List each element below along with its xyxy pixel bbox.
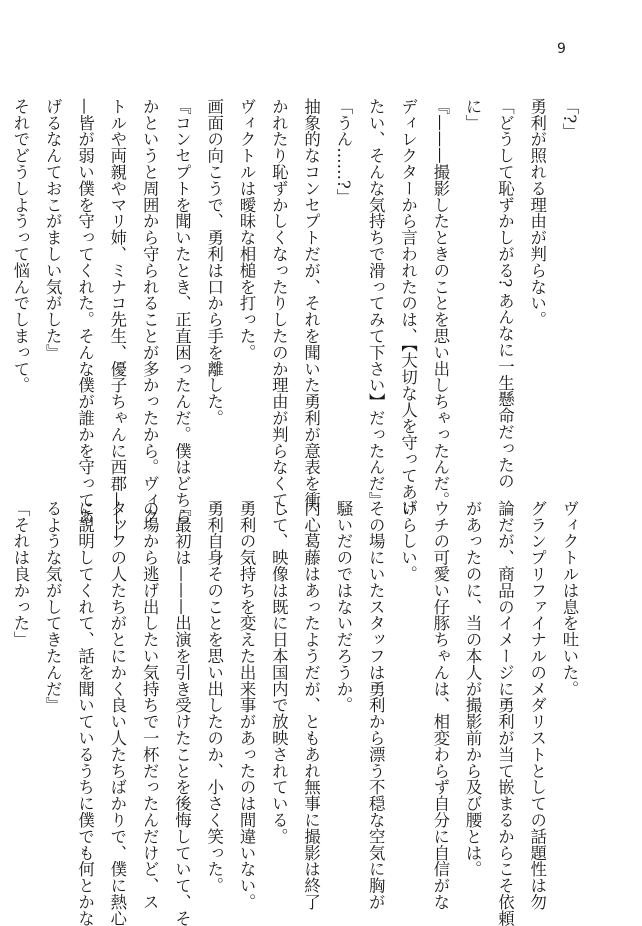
lower-column-line: るような気がしてきたんだ』 (43, 500, 63, 714)
upper-column-line: かというと周囲から守られることが多かったから。ヴィク (140, 98, 160, 525)
lower-column-line: グランプリファイナルのメダリストとしての話題性は勿 (527, 500, 547, 910)
lower-column-line: 「それは良かった」 (10, 500, 30, 648)
lower-column-line: ウチの可愛い仔豚ちゃんは、相変わらず自分に自信がな (430, 500, 450, 910)
upper-column-line: 『コンセプトを聞いたとき、正直困ったんだ。僕はどちら (172, 98, 192, 525)
upper-column-line: 「?」 (560, 98, 579, 140)
lower-column-line: 論だが、商品のイメージに勇利が当て嵌まるからこそ依頼 (495, 500, 515, 926)
lower-column-line: 勇利の気持ちを変えた出来事があったのは間違いない。 (237, 500, 257, 910)
upper-column-line: 勇利が照れる理由が判らない。 (527, 98, 547, 328)
lower-column-line: の場から逃げ出したい気持ちで一杯だったんだけど、ス (140, 500, 160, 910)
upper-column-line: トルや両親やマリ姉、ミナコ先生、優子ちゃんに西郡——— (107, 98, 127, 541)
lower-column-line: ヴィクトルは息を吐いた。 (560, 500, 579, 697)
lower-column-line: いらしい。 (398, 500, 418, 582)
upper-column-line: ヴィクトルは曖昧な相槌を打った。 (237, 98, 257, 361)
lower-column-line: 『最初は———出演を引き受けたことを後悔していて、そ (172, 500, 192, 926)
lower-column-line: タッフの人たちがとにかく良い人たちばかりで、僕に熱心 (107, 500, 127, 926)
lower-column-line: 勇利自身そのことを思い出したのか、小さく笑った。 (204, 500, 224, 894)
upper-column-line: 画面の向こうで、勇利は口から手を離した。 (204, 98, 224, 426)
lower-column-line: に説明してくれて、話を聞いているうちに僕でも何とかな (75, 500, 95, 926)
upper-column-line: ディレクターから言われたのは、【大切な人を守ってあげ (398, 98, 418, 517)
upper-column-line: かれたり恥ずかしくなったりしたのか理由が判らなくて、 (269, 98, 289, 525)
upper-column-line: に」 (463, 98, 483, 131)
lower-column-line: して、映像は既に日本国内で放映されている。 (269, 500, 289, 845)
lower-column-line (0, 500, 4, 848)
upper-column-line: 「どうして恥ずかしがる? あんなに一生懸命だったの (495, 98, 515, 490)
lower-column-line: 内心葛藤はあったようだが、ともあれ無事に撮影は終了 (301, 500, 321, 910)
upper-column-line: たい、そんな気持ちで滑ってみて下さい】だったんだ』 (366, 98, 386, 508)
upper-column-line: げるなんておこがましい気がした』 (43, 98, 63, 361)
page-number: 9 (557, 41, 566, 57)
lower-column-line: があったのに、当の本人が撮影前から及び腰とは。 (463, 500, 483, 878)
upper-column-line: それでどうしようって悩んでしまって。 (10, 98, 30, 394)
upper-column-line: 抽象的なコンセプトだが、それを聞いた勇利が意表を衝 (301, 98, 321, 508)
lower-column-line: 騒いだのではないだろうか。 (333, 500, 353, 714)
lower-column-line: その場にいたスタッフは勇利から漂う不穏な空気に胸が (366, 500, 386, 910)
upper-column-line: 『———撮影したときのことを思い出しちゃったんだ。 (430, 98, 450, 508)
upper-column-line: 「うん……?」 (333, 98, 353, 206)
upper-column-line (0, 98, 4, 446)
upper-column-line: —皆が弱い僕を守ってくれた。そんな僕が誰かを守ってあ (75, 98, 95, 525)
lower-text-column (10, 500, 585, 926)
